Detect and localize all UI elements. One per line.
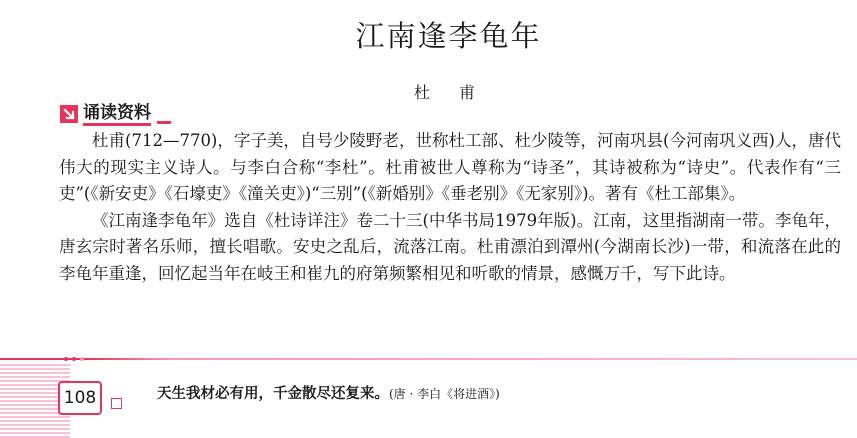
footer-divider — [0, 358, 857, 360]
decorative-square — [111, 398, 122, 409]
paragraph-poem-background: 《江南逢李龟年》选自《杜诗详注》卷二十三(中华书局1979年版)。江南，这里指湖南一带。李龟年，唐玄宗时著名乐师，擅长唱歌。安史之乱后，流落江南。杜甫漂泊到潭州(今湖南长沙)一带，和流落在此的李龟年重逢，回忆起当年在岐王和崔九的府第频繁相见和听歌的情景，感慨万千，写下此诗。 — [59, 210, 841, 283]
section-underline-tail — [157, 121, 171, 124]
page-number: 108 — [58, 381, 102, 415]
page-title: 江南逢李龟年 — [355, 19, 542, 53]
paragraph-author-bio: 杜甫(712—770)，字子美，自号少陵野老，世称杜工部、杜少陵等，河南巩县(今河南巩义西)人，唐代伟大的现实主义诗人。与李白合称“李杜”。杜甫被世人尊称为“诗圣”，其诗被称为“诗史”。代表作有“三吏”(《新安吏》《石壕吏》《潼关吏》)“三别”(《新婚别》《垂老别》《无家别》)。著有《杜工部集》。 — [59, 131, 841, 203]
reading-material-body — [59, 128, 841, 287]
author-name: 杜 甫 — [413, 83, 488, 102]
section-label: 诵读资料 — [83, 103, 151, 126]
footer-quote — [157, 382, 500, 403]
quote-text: 天生我材必有用，千金散尽还复来。 — [157, 386, 389, 402]
arrow-down-right-icon — [60, 105, 78, 123]
section-heading — [60, 103, 171, 125]
quote-source: (唐 · 李白《将进酒》) — [389, 387, 500, 401]
